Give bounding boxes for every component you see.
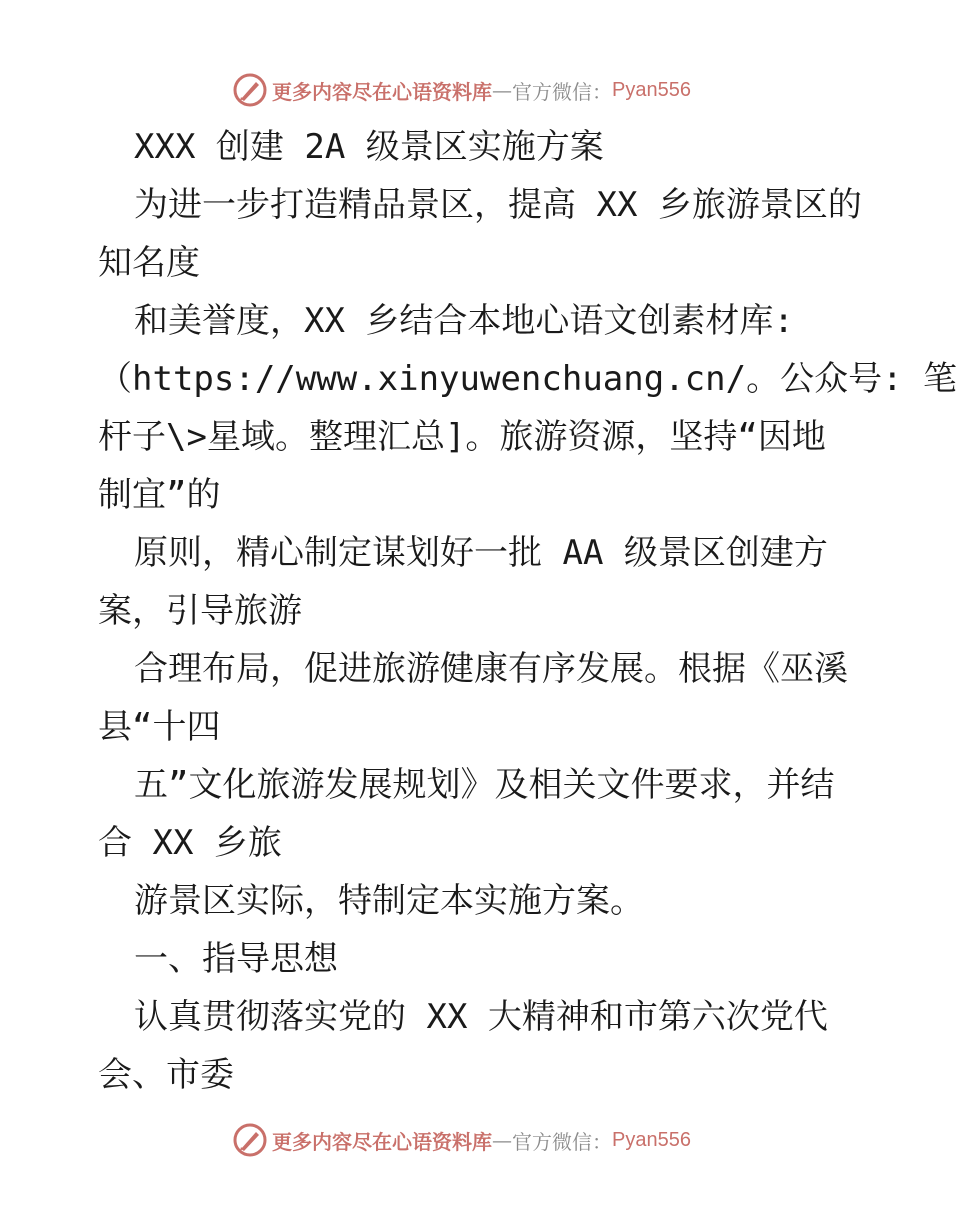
section-heading: 一、指导思想 — [134, 939, 338, 979]
banner-separator: — — [492, 78, 512, 102]
pen-logo-icon — [232, 1122, 268, 1158]
paragraph-line: 五”文化旅游发展规划》及相关文件要求，并结 — [134, 765, 835, 805]
banner-separator: — — [492, 1128, 512, 1152]
paragraph-line: 游景区实际，特制定本实施方案。 — [134, 881, 644, 921]
paragraph-line: 合理布局，促进旅游健康有序发展。根据《巫溪 — [134, 649, 848, 689]
banner-wechat-label: 官方微信： — [512, 1129, 612, 1154]
pen-logo-icon — [232, 72, 268, 108]
paragraph-line: 案，引导旅游 — [98, 591, 302, 631]
document-body — [98, 118, 957, 1104]
footer-banner — [232, 1120, 691, 1160]
document-title: XXX 创建 2A 级景区实施方案 — [134, 127, 604, 167]
banner-wechat-label: 官方微信： — [512, 79, 612, 104]
paragraph-line: 为进一步打造精品景区，提高 XX 乡旅游景区的 — [134, 185, 862, 225]
paragraph-line: 原则，精心制定谋划好一批 AA 级景区创建方 — [134, 533, 828, 573]
paragraph-line: 合 XX 乡旅 — [98, 823, 282, 863]
banner-main-text: 更多内容尽在心语资料库 — [272, 1129, 492, 1154]
header-banner — [232, 70, 691, 110]
banner-main-text: 更多内容尽在心语资料库 — [272, 79, 492, 104]
banner-wechat-id: Pyan556 — [612, 1128, 691, 1151]
paragraph-line: 和美誉度，XX 乡结合本地心语文创素材库: — [134, 301, 794, 341]
paragraph-line: 县“十四 — [98, 707, 221, 747]
paragraph-line: （https://www.xinyuwenchuang.cn/。公众号: 笔 — [98, 359, 957, 399]
paragraph-line: 知名度 — [98, 243, 200, 283]
banner-wechat-id: Pyan556 — [612, 78, 691, 101]
paragraph-line: 杆子\>星域。整理汇总]。旅游资源，坚持“因地 — [98, 417, 826, 457]
paragraph-line: 制宜”的 — [98, 475, 221, 515]
paragraph-line: 认真贯彻落实党的 XX 大精神和市第六次党代 — [134, 997, 828, 1037]
paragraph-line: 会、市委 — [98, 1055, 234, 1095]
